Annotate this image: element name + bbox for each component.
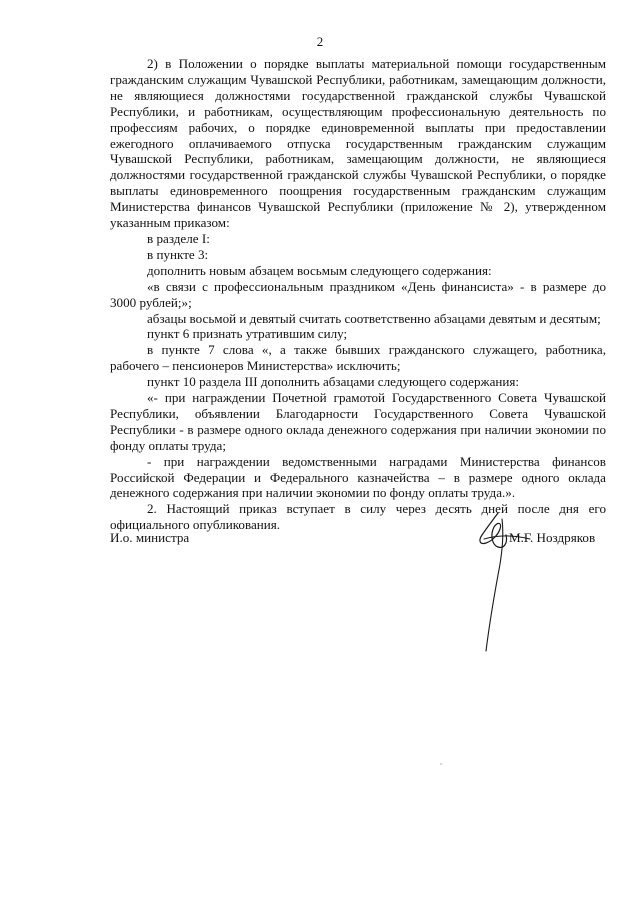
scan-dot: [440, 763, 442, 765]
paragraph-financier-day: «в связи с профессиональным праздником «День финансиста» - в размере до 3000 рублей;»;: [110, 278, 606, 310]
paragraph-section-1: в разделе I:: [147, 230, 210, 246]
signatory-position: И.о. министра: [110, 530, 190, 545]
paragraph-state-council-award: «- при награждении Почетной грамотой Государственного Совета Чувашской Республики, объявлении Благодарности Государственного Совета Чувашской Республики - в размере одного оклада денежного содержания при наличии экономии по фонду оплаты труда;: [110, 390, 606, 453]
paragraph-add-paragraph-8: дополнить новым абзацем восьмым следующего содержания:: [147, 262, 492, 278]
paragraph-renumber: абзацы восьмой и девятый считать соответственно абзацами девятым и десятым;: [147, 310, 601, 326]
paragraph-point-3: в пункте 3:: [147, 246, 209, 262]
page-number: 2: [316, 34, 324, 49]
paragraph-amendment-item-2: 2) в Положении о порядке выплаты материальной помощи государственным гражданским служащим Чувашской Республики, работникам, замещающим должности, не являющиеся должностями государственной гражданской службы Чувашской Республики, и работникам, осуществляющим профессиональную деятельность по профессиям рабочих, о порядке единовременной выплаты при предоставлении ежегодного оплачиваемого отпуска государственным гражданским служащим Чувашской Республики, работникам, замещающим должности, не являющиеся должностями государственной гражданской службы Чувашской Республики, о порядке выплаты единовременного поощрения государственным гражданским служащим Министерства финансов Чувашской Республики (приложение № 2), утвержденном указанным приказом:: [110, 56, 606, 231]
paragraph-point-7: в пункте 7 слова «, а также бывших гражданского служащего, работника, рабочего – пенсионеров Министерства» исключить;: [110, 342, 606, 374]
document-body: [110, 56, 606, 533]
paragraph-ministry-award: - при награждении ведомственными наградами Министерства финансов Российской Федерации и Федерального казначейства – в размере одного оклада денежного содержания при наличии экономии по фонду оплаты труда.».: [110, 453, 606, 501]
handwritten-signature: [458, 505, 538, 665]
paragraph-point-10: пункт 10 раздела III дополнить абзацами следующего содержания:: [147, 374, 520, 390]
paragraph-point-6: пункт 6 признать утратившим силу;: [147, 326, 348, 342]
paragraph-effective-date: 2. Настоящий приказ вступает в силу через десять дней после дня его официального опубликования.: [110, 501, 606, 533]
signatory-name: М.Г. Ноздряков: [509, 530, 596, 545]
